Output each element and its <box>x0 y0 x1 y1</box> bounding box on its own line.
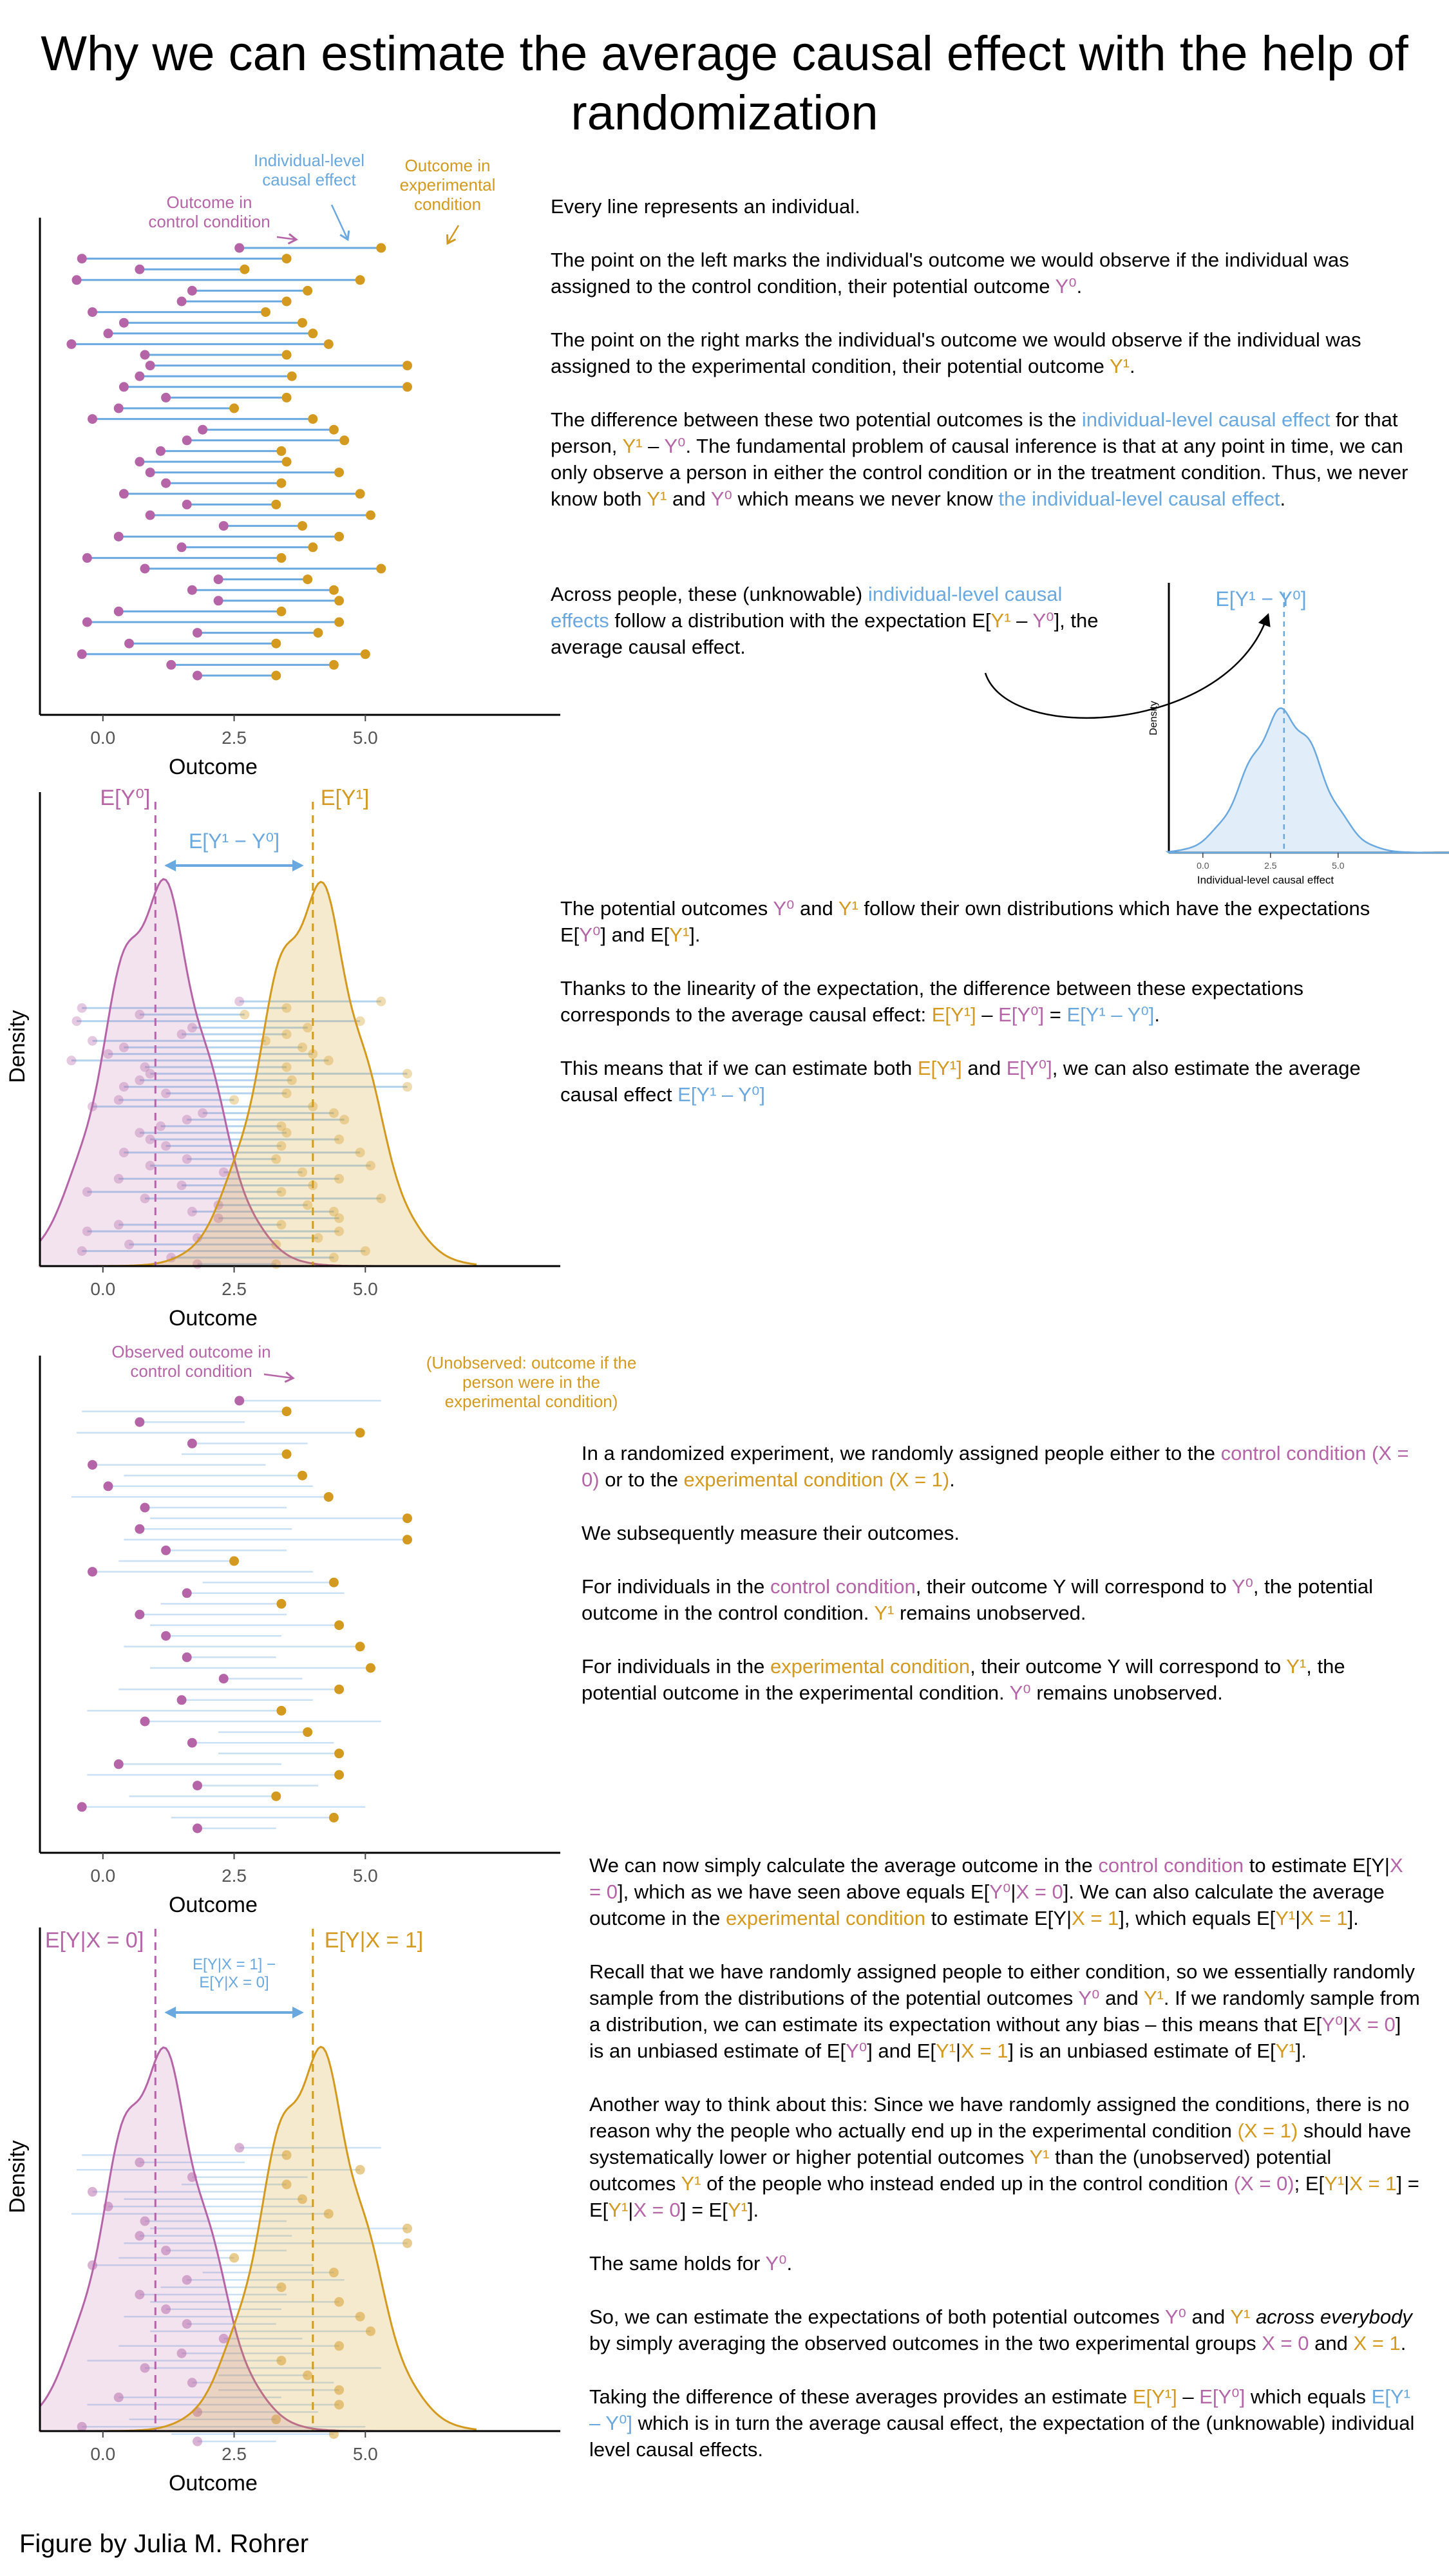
p3-observed-y1-point <box>334 1748 344 1758</box>
p1-y0-point <box>88 307 97 317</box>
b3-p0: The potential outcomes Y⁰ and Y¹ follow their own distributions which have the expectations E[Y⁰] and E[Y¹]. <box>560 897 1370 946</box>
p1-y1-point <box>329 425 339 435</box>
p3-annotation-control-line-1: control condition <box>130 1361 252 1381</box>
p1-tick-label-1: 2.5 <box>222 728 247 748</box>
explanation-effect-distribution: Across people, these (unknowable) individual-level causal effects follow a distribution with the expectation E[Y¹ – Y⁰], the average causal effect. <box>551 583 1099 658</box>
inset-tick-label-0: 0.0 <box>1197 860 1209 871</box>
p1-y1-point <box>271 671 281 681</box>
p2-y1-point <box>229 1095 239 1105</box>
p1-y1-point <box>240 265 249 274</box>
p4-tick-label-1: 2.5 <box>222 2444 247 2464</box>
b1-p1: The point on the left marks the individual's outcome we would observe if the individual was assigned to the control condition, their potential outcome Y⁰. <box>551 249 1349 298</box>
p1-y1-point <box>271 639 281 649</box>
p3-observed-y1-point <box>282 1450 292 1459</box>
p4-diff-arrowhead-right <box>292 2007 304 2018</box>
p1-y1-point <box>282 457 292 467</box>
p3-observed-y0-point <box>193 1781 202 1790</box>
p1-y1-point <box>298 318 307 328</box>
p3-observed-y1-point <box>276 1599 286 1609</box>
p3-annotation-unobserved-line-2: experimental condition) <box>444 1392 618 1411</box>
p1-y1-point <box>276 446 286 456</box>
p3-observed-y0-point <box>114 1759 124 1769</box>
p3-observed-y1-point <box>355 1642 365 1651</box>
p3-observed-y1-point <box>276 1706 286 1716</box>
p1-y0-point <box>156 446 166 456</box>
p3-observed-y0-point <box>135 1610 144 1620</box>
p4-label-diff-line-0: E[Y|X = 1] − <box>193 1956 276 1973</box>
p1-annotation-control-line-1: control condition <box>148 212 270 231</box>
b3-p1: Thanks to the linearity of the expectation, the difference between these expectations corresponds to the average causal effect: E[Y¹] – E[Y⁰] = E[Y¹ – Y⁰]. <box>560 977 1304 1026</box>
p3-tick-label-0: 0.0 <box>90 1866 116 1886</box>
p1-y1-point <box>282 350 292 360</box>
p3-observed-y0-point <box>182 1588 192 1598</box>
p4-observed-y0-point <box>88 2187 97 2197</box>
p3-observed-y1-point <box>366 1663 375 1673</box>
p1-y0-point <box>193 671 202 681</box>
figure-title: Why we can estimate the average causal effect with the help of randomization <box>41 26 1408 140</box>
p3-observed-y1-point <box>229 1557 239 1566</box>
p1-y0-point <box>119 318 129 328</box>
p1-y1-point <box>329 660 339 670</box>
p1-y0-point <box>219 521 229 531</box>
p3-tick-label-1: 2.5 <box>222 1866 247 1886</box>
p1-y1-point <box>355 275 365 285</box>
p1-annotation-exp-line-1: experimental <box>399 175 496 194</box>
p1-y1-point <box>324 339 334 349</box>
p1-y0-point <box>146 361 155 370</box>
p1-y0-point <box>77 649 87 659</box>
p3-x-label: Outcome <box>168 1893 258 1917</box>
p1-annotation-effect-line-0: Individual-level <box>254 151 365 170</box>
p3-observed-y0-point <box>193 1824 202 1833</box>
p1-y1-point <box>366 511 375 520</box>
p1-tick-label-2: 5.0 <box>352 728 378 748</box>
p3-observed-y1-point <box>334 1620 344 1630</box>
p1-y1-point <box>308 542 317 552</box>
p4-label-e1: E[Y|X = 1] <box>324 1928 424 1953</box>
p3-observed-y0-point <box>182 1653 192 1662</box>
p1-y0-point <box>82 618 92 627</box>
p1-y0-point <box>214 574 223 584</box>
p1-annotation-exp-line-2: condition <box>413 194 482 214</box>
p1-y0-point <box>177 542 187 552</box>
p1-annotation-control-line-0: Outcome in <box>166 193 252 212</box>
p2-y0-point <box>77 1003 87 1013</box>
p3-annotation-unobserved-line-0: (Unobserved: outcome if the <box>426 1353 637 1372</box>
p3-observed-y1-point <box>298 1471 307 1481</box>
p4-diff-arrowhead-left <box>164 2007 176 2018</box>
p1-y1-point <box>334 596 344 605</box>
p1-y1-point <box>313 628 323 638</box>
p3-observed-y1-point <box>329 1578 339 1587</box>
p1-y1-point <box>334 532 344 542</box>
p3-observed-y0-point <box>187 1439 197 1448</box>
p1-y0-point <box>193 628 202 638</box>
p3-observed-y0-point <box>161 1546 171 1555</box>
p1-y0-point <box>114 404 124 413</box>
p1-y1-point <box>329 585 339 595</box>
p1-y1-point <box>298 521 307 531</box>
p3-observed-y0-point <box>219 1674 229 1683</box>
p1-y0-point <box>146 511 155 520</box>
p1-y0-point <box>187 585 197 595</box>
p3-observed-y0-point <box>135 1524 144 1534</box>
p4-tick-label-0: 0.0 <box>90 2444 116 2464</box>
p1-tick-label-0: 0.0 <box>90 728 116 748</box>
p1-y1-point <box>282 254 292 263</box>
figure-credit: Figure by Julia M. Rohrer <box>19 2530 309 2558</box>
p1-y1-point <box>276 478 286 488</box>
p1-annotation-effect-line-1: causal effect <box>262 170 356 189</box>
p1-arrow-effect <box>332 205 348 240</box>
p1-y0-point <box>140 350 150 360</box>
p2-tick-label-2: 5.0 <box>352 1279 378 1299</box>
p1-y1-point <box>287 372 297 381</box>
p1-y0-point <box>135 265 144 274</box>
p1-y1-point <box>303 286 312 296</box>
b5-p0: We can now simply calculate the average outcome in the control condition to estimate E[Y|X = 0], which as we have seen above equals E[Y⁰|X = 0]. We can also calculate the average outcome in the experimental condition to estimate E[Y|X = 1], which equals E[Y¹|X = 1]. <box>589 1854 1403 1929</box>
p3-observed-y1-point <box>334 1685 344 1694</box>
p1-y1-point <box>229 404 239 413</box>
p3-annotation-unobserved-line-1: person were in the <box>462 1372 600 1392</box>
p1-y0-point <box>140 564 150 574</box>
p1-y0-point <box>135 372 144 381</box>
p1-y1-point <box>282 393 292 402</box>
p1-y1-point <box>276 607 286 616</box>
p3-observed-y1-point <box>402 1513 412 1523</box>
b1-p2: The point on the right marks the individual's outcome we would observe if the individual was assigned to the experimental condition, their potential outcome Y¹. <box>551 328 1361 377</box>
p2-y1-point <box>376 997 386 1007</box>
b1-p3: The difference between these two potential outcomes is the individual-level causal effect for that person, Y¹ – Y⁰. The fundamental problem of causal inference is that at any point in time, we can only observe a person in either the control condition or in the treatment condition. Thus, we never know both Y¹ and Y⁰ which means we never know the individual-level causal effect. <box>551 408 1408 510</box>
p4-observed-y1-point <box>402 2239 412 2248</box>
p1-y0-point <box>182 500 192 509</box>
p1-y1-point <box>276 553 286 563</box>
p3-observed-y1-point <box>282 1406 292 1416</box>
p1-y0-point <box>119 382 129 392</box>
p1-x-label: Outcome <box>168 755 258 779</box>
p1-y1-point <box>261 307 270 317</box>
p2-diff-arrowhead-right <box>292 860 304 871</box>
inset-x-label: Individual-level causal effect <box>1197 874 1334 886</box>
inset-tick-label-1: 2.5 <box>1264 860 1277 871</box>
inset-expectation-label: E[Y¹ − Y⁰] <box>1215 587 1307 611</box>
p2-y0-point <box>72 1016 82 1026</box>
p3-observed-y1-point <box>303 1727 312 1737</box>
p1-y0-point <box>182 435 192 445</box>
p1-y0-point <box>161 478 171 488</box>
p3-observed-y1-point <box>271 1792 281 1801</box>
p1-y1-point <box>334 618 344 627</box>
p4-tick-label-2: 5.0 <box>352 2444 378 2464</box>
p1-y0-point <box>114 532 124 542</box>
p1-y1-point <box>308 414 317 424</box>
p3-observed-y0-point <box>140 1503 150 1513</box>
p1-y0-point <box>77 254 87 263</box>
inset-y-label: Density <box>1148 701 1159 735</box>
p2-x-label: Outcome <box>168 1306 258 1331</box>
p4-label-diff-line-1: E[Y|X = 0] <box>199 1974 269 1991</box>
p1-y1-point <box>308 328 317 338</box>
p3-observed-y0-point <box>161 1631 171 1641</box>
p3-observed-y0-point <box>88 1460 97 1470</box>
p3-observed-y0-point <box>77 1802 87 1812</box>
p4-observed-y1-point <box>402 2224 412 2233</box>
p4-label-e0: E[Y|X = 0] <box>44 1928 144 1953</box>
p1-y1-point <box>282 297 292 307</box>
p3-observed-y1-point <box>355 1428 365 1437</box>
explanation-estimation <box>589 1852 1420 2490</box>
p2-tick-label-0: 0.0 <box>90 1279 116 1299</box>
p1-y0-point <box>124 639 134 649</box>
p1-annotation-exp-line-0: Outcome in <box>404 156 491 175</box>
explanation-randomized-experiment <box>582 1440 1419 1733</box>
p2-label-diff: E[Y¹ − Y⁰] <box>188 829 280 853</box>
p2-label-ey1: E[Y¹] <box>320 786 370 810</box>
p1-y1-point <box>339 435 349 445</box>
b5-p2: Another way to think about this: Since we have randomly assigned the conditions, there is no reason why the people who actually end up in the experimental condition (X = 1) should have systematically lower or higher potential outcomes Y¹ than the (unobserved) potential outcomes Y¹ of the people who instead ended up in the control condition (X = 0); E[Y¹|X = 1] = E[Y¹|X = 0] = E[Y¹]. <box>589 2093 1419 2221</box>
p3-observed-y0-point <box>177 1695 187 1705</box>
b4-p1: We subsequently measure their outcomes. <box>582 1522 960 1544</box>
p1-y0-point <box>166 660 176 670</box>
inset-effect-density <box>1168 708 1449 853</box>
inset-tick-label-2: 5.0 <box>1332 860 1345 871</box>
p3-observed-y0-point <box>234 1396 244 1406</box>
p1-y1-point <box>376 243 386 253</box>
p1-y0-point <box>161 393 171 402</box>
b5-p4: So, we can estimate the expectations of both potential outcomes Y⁰ and Y¹ across everybody by simply averaging the observed outcomes in the two experimental groups X = 0 and X = 1. <box>589 2306 1412 2354</box>
p1-y1-point <box>402 382 412 392</box>
explanation-expectations <box>560 895 1410 1135</box>
p3-observed-y0-point <box>103 1481 113 1491</box>
p1-y0-point <box>198 425 207 435</box>
p1-y0-point <box>135 457 144 467</box>
p3-observed-y0-point <box>140 1717 150 1727</box>
p4-observed-y0-point <box>193 2437 202 2447</box>
p1-y0-point <box>177 297 187 307</box>
b5-p1: Recall that we have randomly assigned people to either condition, so we essentially randomly sample from the distributions of the potential outcomes Y⁰ and Y¹. If we randomly sample from a distribution, we can estimate its expectation without any bias – this means that E[Y⁰|X = 0] is an unbiased estimate of E[Y⁰] and E[Y¹|X = 1] is an unbiased estimate of E[Y¹]. <box>589 1960 1420 2062</box>
p3-observed-y1-point <box>334 1770 344 1780</box>
b4-p2: For individuals in the control condition, their outcome Y will correspond to Y⁰, the potential outcome in the control condition. Y¹ remains unobserved. <box>582 1575 1374 1624</box>
p1-y0-point <box>119 489 129 498</box>
b4-p0: In a randomized experiment, we randomly assigned people either to the control condition (X = 0) or to the experimental condition (X = 1). <box>582 1442 1409 1491</box>
p1-y0-point <box>72 275 82 285</box>
p1-y1-point <box>376 564 386 574</box>
p1-y1-point <box>334 468 344 477</box>
p1-y0-point <box>114 607 124 616</box>
p1-y0-point <box>187 286 197 296</box>
p1-y0-point <box>88 414 97 424</box>
p3-observed-y0-point <box>88 1567 97 1577</box>
b3-p2: This means that if we can estimate both E[Y¹] and E[Y⁰], we can also estimate the average causal effect E[Y¹ – Y⁰] <box>560 1057 1361 1106</box>
p2-y1-point <box>402 1082 412 1092</box>
p1-y1-point <box>361 649 370 659</box>
p1-y1-point <box>271 500 281 509</box>
p3-observed-y1-point <box>324 1492 334 1502</box>
p1-y0-point <box>234 243 244 253</box>
p2-label-ey0: E[Y⁰] <box>100 786 151 810</box>
p1-y0-point <box>103 328 113 338</box>
p2-diff-arrowhead-left <box>164 860 176 871</box>
p4-observed-y1-point <box>355 2165 365 2175</box>
p2-tick-label-1: 2.5 <box>222 1279 247 1299</box>
p4-x-label: Outcome <box>168 2471 258 2496</box>
p4-observed-y0-point <box>234 2143 244 2153</box>
b1-p0: Every line represents an individual. <box>551 195 860 218</box>
p2-y-label: Density <box>5 1010 30 1083</box>
p1-y0-point <box>146 468 155 477</box>
p2-y0-point <box>66 1056 76 1065</box>
p2-y0-point <box>88 1036 97 1046</box>
p2-y0-point <box>234 997 244 1007</box>
p3-observed-y1-point <box>329 1813 339 1823</box>
explanation-potential-outcomes <box>551 193 1414 539</box>
p2-y1-point <box>402 1069 412 1079</box>
p1-y0-point <box>82 553 92 563</box>
b4-p3: For individuals in the experimental condition, their outcome Y will correspond to Y¹, the potential outcome in the experimental condition. Y⁰ remains unobserved. <box>582 1655 1345 1704</box>
b5-p5: Taking the difference of these averages provides an estimate E[Y¹] – E[Y⁰] which equals E[Y¹ – Y⁰] which is in turn the average causal effect, the expectation of the (unknowable) individual level causal effects. <box>589 2385 1415 2461</box>
p3-tick-label-2: 5.0 <box>352 1866 378 1886</box>
p3-observed-y1-point <box>402 1535 412 1544</box>
b5-p3: The same holds for Y⁰. <box>589 2252 793 2275</box>
p1-y1-point <box>402 361 412 370</box>
p1-y0-point <box>66 339 76 349</box>
p3-annotation-control-line-0: Observed outcome in <box>111 1342 271 1361</box>
p1-y1-point <box>303 574 312 584</box>
p1-y0-point <box>214 596 223 605</box>
p1-y1-point <box>355 489 365 498</box>
p4-y-label: Density <box>5 2140 30 2213</box>
p3-observed-y0-point <box>135 1417 144 1427</box>
p2-y1-point <box>240 1010 249 1019</box>
p3-observed-y0-point <box>187 1738 197 1748</box>
p4-observed-y1-point <box>229 2253 239 2263</box>
